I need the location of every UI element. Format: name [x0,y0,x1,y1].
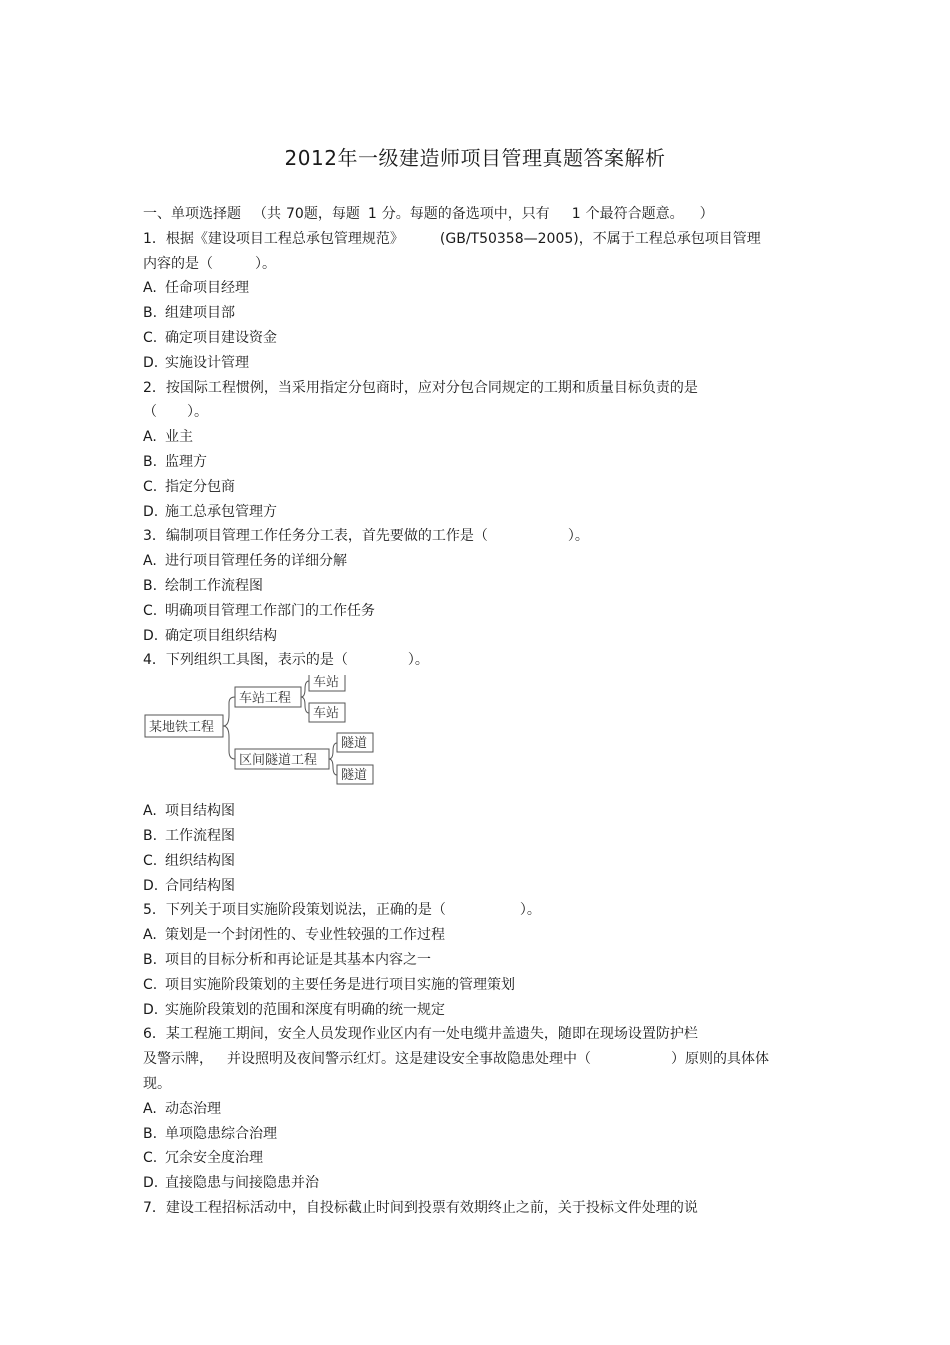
option-d: D. 合同结构图 [143,877,235,894]
question-stem-cont: 及警示牌， 并设照明及夜间警示红灯。这是建设安全事故隐患处理中（ ）原则的具体体 [143,1051,769,1068]
branch-label: 区间隧道工程 [239,753,318,769]
question-list [143,202,803,1221]
option-a: A. 业主 [143,429,193,446]
connector [223,697,235,726]
connector [301,681,309,697]
question-stem-cont: （ ）。 [143,404,208,421]
question-stem: 6．某工程施工期间，安全人员发现作业区内有一处电缆井盖遗失，随即在现场设置防护栏 [143,1026,698,1043]
option-c: C. 指定分包商 [143,478,235,495]
option-d: D. 实施阶段策划的范围和深度有明确的统一规定 [143,1001,445,1018]
option-a: A. 项目结构图 [143,803,235,820]
section-heading: 一、单项选择题 （共 70题，每题 1 分。每题的备选项中，只有 1 个最符合题意。 ） [143,206,714,222]
option-b: B. 组建项目部 [143,305,235,322]
question-stem: 5．下列关于项目实施阶段策划说法，正确的是（ ）。 [143,902,541,919]
question-4 [143,648,803,898]
option-c: C. 项目实施阶段策划的主要任务是进行项目实施的管理策划 [143,976,515,993]
question-stem: 1．根据《建设项目工程总承包管理规范》 (GB/T50358—2005)，不属于工程总承包项目管理 [143,230,761,247]
branch-label: 车站工程 [239,691,292,707]
org-tool-diagram [143,675,803,797]
leaf-label: 隧道 [341,736,368,752]
option-a: A. 进行项目管理任务的详细分解 [143,553,347,570]
question-7 [143,1196,803,1221]
question-3 [143,524,803,648]
option-b: B. 绘制工作流程图 [143,577,263,594]
option-b: B. 监理方 [143,453,207,470]
page-title: 2012年一级建造师项目管理真题答案解析 [284,146,666,170]
option-d: D. 确定项目组织结构 [143,627,277,644]
option-c: C. 冗余安全度治理 [143,1150,263,1167]
connector [329,759,337,775]
leaf-label: 车站 [313,675,340,691]
question-1 [143,227,803,376]
question-stem: 7．建设工程招标活动中，自投标截止时间到投票有效期终止之前，关于投标文件处理的说 [143,1199,698,1216]
question-2 [143,376,803,525]
question-stem: 3．编制项目管理工作任务分工表，首先要做的工作是（ ）。 [143,528,589,545]
option-c: C. 确定项目建设资金 [143,329,277,346]
root-label: 某地铁工程 [149,720,215,736]
option-c: C. 明确项目管理工作部门的工作任务 [143,602,375,619]
question-stem-cont: 内容的是（ ）。 [143,255,276,272]
leaf-label: 车站 [313,706,340,722]
tree-diagram [143,675,383,797]
connector [329,743,337,759]
option-d: D. 实施设计管理 [143,354,249,371]
option-b: B. 单项隐患综合治理 [143,1125,277,1142]
connector [301,697,309,713]
question-stem: 2．按国际工程惯例，当采用指定分包商时，应对分包合同规定的工期和质量目标负责的是 [143,379,698,396]
option-a: A. 动态治理 [143,1100,221,1117]
section-label: 一、单项选择题 [143,206,241,222]
question-5 [143,898,803,1022]
option-b: B. 工作流程图 [143,827,235,844]
option-a: A. 策划是一个封闭性的、专业性较强的工作过程 [143,927,445,944]
question-6 [143,1022,803,1196]
option-d: D. 直接隐患与间接隐患并治 [143,1175,319,1192]
option-d: D. 施工总承包管理方 [143,503,277,520]
leaf-label: 隧道 [341,768,368,784]
connector [223,726,235,759]
option-a: A. 任命项目经理 [143,280,249,297]
question-stem: 4．下列组织工具图，表示的是（ ）。 [143,652,429,669]
option-c: C. 组织结构图 [143,852,235,869]
option-b: B. 项目的目标分析和再论证是其基本内容之一 [143,951,431,968]
question-stem-cont: 现。 [143,1075,171,1092]
